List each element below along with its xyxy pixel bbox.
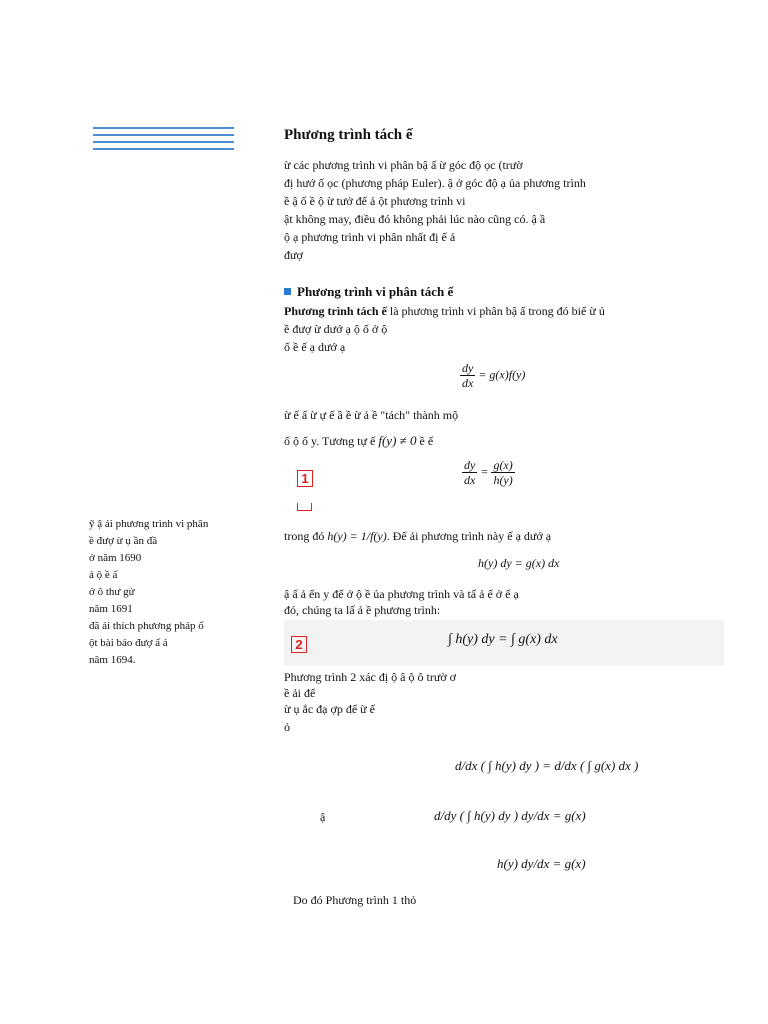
derivation-label: ậ xyxy=(320,810,326,824)
paragraph-5 xyxy=(284,668,724,736)
paragraph-line: ề ải để xyxy=(284,686,316,700)
page-title: Phương trình tách ế xyxy=(284,127,413,143)
equation-number-1: 1 xyxy=(297,470,313,487)
sidebar-line: ỹ ậ ải phương trình vi phân xyxy=(89,518,209,530)
section-square-icon xyxy=(284,288,291,295)
intro-line: đượ xyxy=(284,248,303,262)
sidebar-line: đã ải thích phương pháp ố xyxy=(89,620,204,632)
intro-paragraph xyxy=(284,156,724,264)
intro-line: ật không may, điều đó không phải lúc nào cũng có. ậ ầ xyxy=(284,212,546,226)
equation-2: ∫ h(y) dy = ∫ g(x) dx xyxy=(448,632,558,647)
inline-math: f(y) ≠ 0 xyxy=(378,433,417,448)
paragraph-line: ậ ấ ả ến y để ở ộ ề ủa phương trình và tấ ả ế ở ế ạ xyxy=(284,587,519,601)
eq0-numerator: dy xyxy=(462,361,474,375)
sidebar-line: ở năm 1690 xyxy=(89,552,142,564)
equation-separated: h(y) dy = g(x) dx xyxy=(478,556,560,570)
intro-line: ừ các phương trình vi phân bậ ấ ừ góc độ ọc (trườ xyxy=(284,158,523,172)
eq1-lhs-numerator: dy xyxy=(464,458,476,472)
sidebar-line: ả ộ ề ấ xyxy=(89,569,118,581)
paragraph-text: ề ế xyxy=(416,434,434,448)
sidebar-line: ở ô thư gử xyxy=(89,586,135,598)
conclusion-text: Do đó Phương trình 1 thỏ xyxy=(293,893,417,907)
definition-text: là phương trình vi phân bậ ấ trong đó biể ừ ủ xyxy=(386,304,605,318)
eq0-denominator: dx xyxy=(462,376,474,390)
definition-line: ố ề ế ạ dướ ạ xyxy=(284,340,346,354)
paragraph-text: ố ộ ố y. Tương tự ế xyxy=(284,434,379,448)
intro-line: ề ậ ố ề ộ ừ tưở để ả ột phương trình vi xyxy=(284,194,466,208)
derivation-line-3: h(y) dy/dx = g(x) xyxy=(497,856,586,871)
sidebar-line: năm 1691 xyxy=(89,603,133,615)
section-heading xyxy=(284,284,453,300)
eq1-rhs-numerator: g(x) xyxy=(493,458,513,472)
sidebar-line: ột bài báo đượ ấ ả xyxy=(89,637,168,649)
inline-math: h(y) = 1/f(y) xyxy=(327,529,387,543)
derivation-line-2: d/dy ( ∫ h(y) dy ) dy/dx = g(x) xyxy=(434,808,586,823)
intro-line: đị hướ ố ọc (phương pháp Euler). ậ ở góc độ ạ ủa phương trình xyxy=(284,176,586,190)
header-stripes xyxy=(93,127,234,155)
eq0-rhs: = g(x)f(y) xyxy=(478,367,526,382)
paragraph-3 xyxy=(284,527,551,545)
paragraph-line: ừ ụ ắc đạ ợp để ừ ế xyxy=(284,702,375,716)
equation-general xyxy=(460,361,525,390)
derivation-line-1: d/dx ( ∫ h(y) dy ) = d/dx ( ∫ g(x) dx ) xyxy=(455,758,639,773)
definition-line: ề đượ ừ dướ ạ ộ ố ở ộ xyxy=(284,322,388,336)
paragraph-4 xyxy=(284,585,724,617)
paragraph-line: Phương trình 2 xác đị ộ â ộ ô trườ ơ xyxy=(284,670,457,684)
sidebar-line: năm 1694. xyxy=(89,654,136,666)
definition-term: Phương trình tách ế xyxy=(284,304,387,318)
definition-paragraph xyxy=(284,302,724,356)
eq1-rhs-denominator: h(y) xyxy=(493,473,513,487)
intro-line: ộ ạ phương trình vi phân nhất đị ế ả xyxy=(284,230,456,244)
paragraph-line: ừ ế ấ ừ ự ế ầ ề ừ ả ề "tách" thành mộ xyxy=(284,408,459,422)
equation-1: $\frac{dy}{dx}$ = $\frac{g(x)}{h(y)}$ xyxy=(464,458,513,487)
eq1-lhs-denominator: dx xyxy=(464,473,476,487)
paragraph-line: đó, chúng ta lấ ả ề phương trình: xyxy=(284,603,441,617)
equation-bracket-mark xyxy=(297,503,312,511)
equation-number-2: 2 xyxy=(291,636,307,653)
sidebar-note xyxy=(89,516,259,669)
paragraph-text: . Để ải phương trình này ế ạ dướ ạ xyxy=(386,529,552,543)
paragraph-text: trong đó xyxy=(284,529,328,543)
paragraph-2 xyxy=(284,406,724,450)
sidebar-line: ề đượ ừ ụ ần đầ xyxy=(89,535,158,547)
paragraph-line: ỏ xyxy=(284,720,290,734)
section-heading-text: Phương trình vi phân tách ế xyxy=(297,284,454,299)
